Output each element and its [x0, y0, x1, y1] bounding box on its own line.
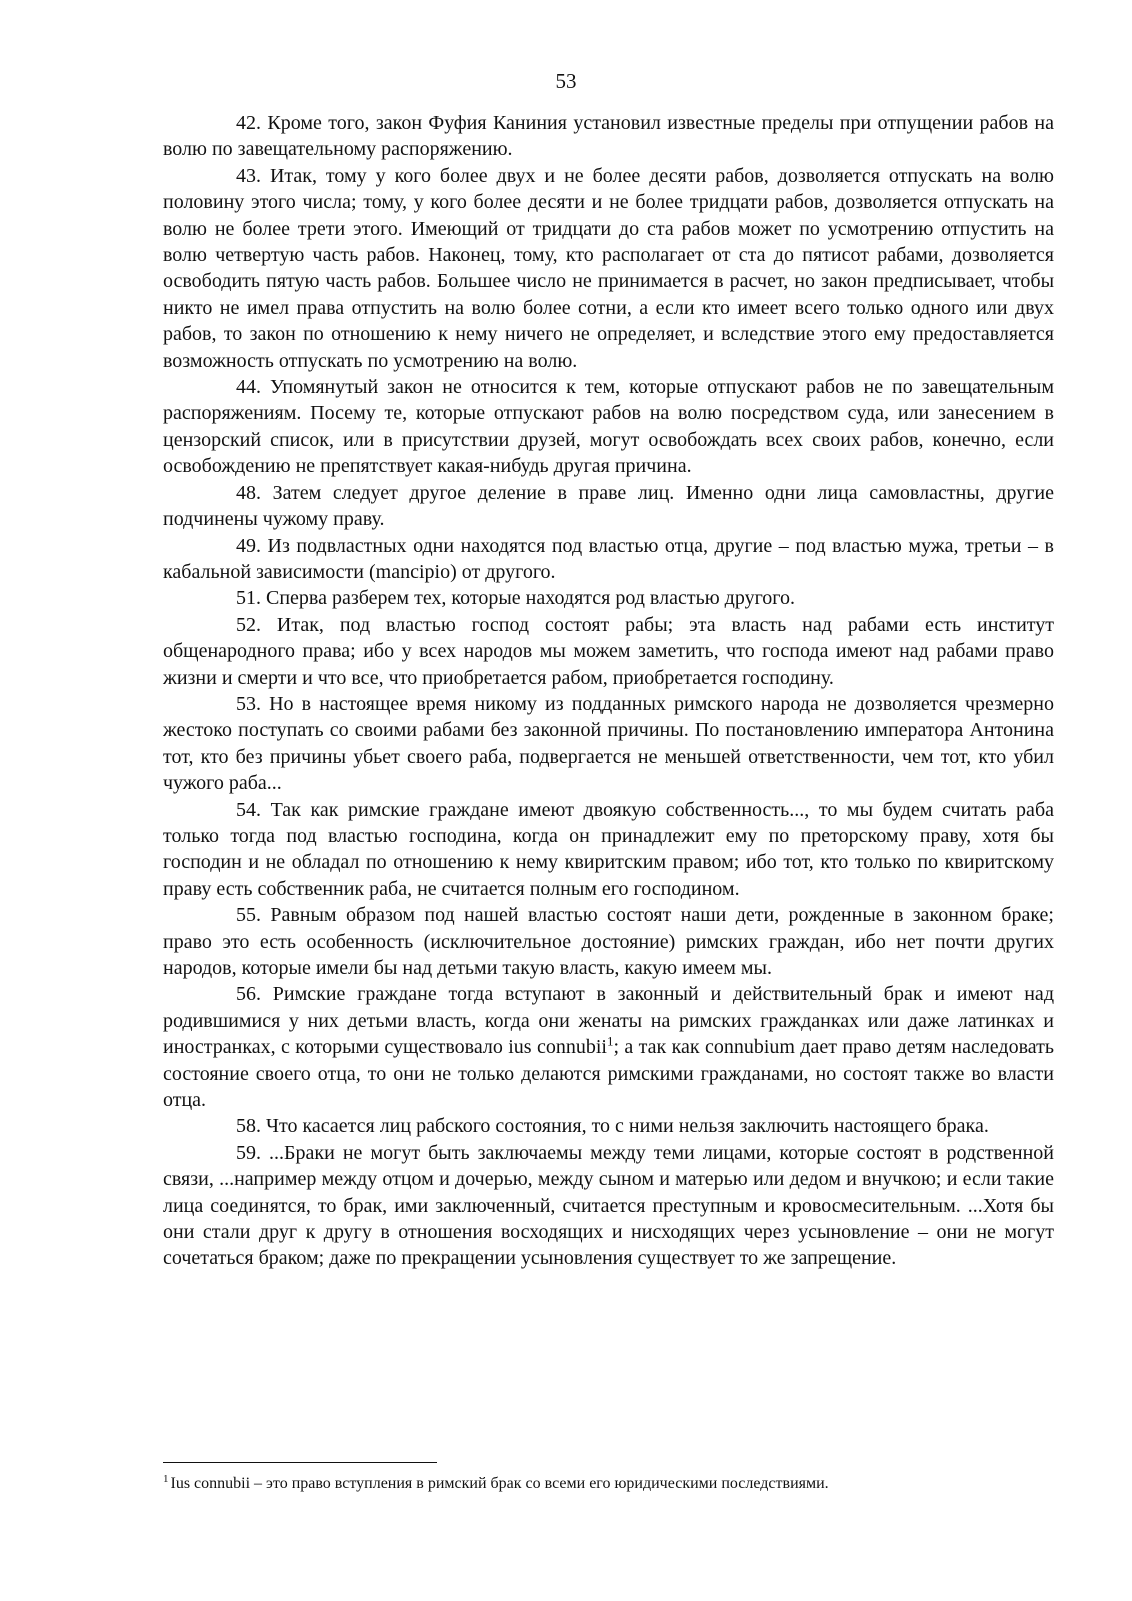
paragraph-44: 44. Упомянутый закон не относится к тем, которые отпускают рабов не по завещательным распоряжениям. Посему те, которые отпускают рабов на волю посредством суда, или занесением в цензорский список, или в присутствии друзей, могут освобождать всех своих рабов, конечно, если освобождению не препятствует какая-нибудь другая причина.	[163, 376, 1054, 478]
footnote-reference[interactable]: 1	[606, 1033, 614, 1049]
paragraph-54: 54. Так как римские граждане имеют двоякую собственность..., то мы будем считать раба только тогда под властью господина, когда он принадлежит ему по преторскому праву, хотя бы господин и не обладал по отношению к нему квиритским правом; ибо тот, кто только по квиритскому праву есть собственник раба, не считается полным его господином.	[163, 798, 1054, 900]
paragraph-53: 53. Но в настоящее время никому из подданных римского народа не дозволяется чрезмерно жестоко поступать со своими рабами без законной причины. По постановлению императора Антонина тот, кто без причины убьет своего раба, подвергается не меньшей ответственности, чем тот, кто убил чужого раба...	[163, 692, 1054, 795]
paragraph-58: 58. Что касается лиц рабского состояния, то с ними нельзя заключить настоящего брака.	[236, 1115, 989, 1138]
paragraph-56	[163, 981, 1054, 1113]
paragraph-43: 43. Итак, тому у кого более двух и не более десяти рабов, дозволяется отпускать на волю половину этого числа; тому, у кого более десяти и не более тридцати рабов, дозволяется отпускать на волю не более трети этого. Имеющий от тридцати до ста рабов может по усмотрению отпустить на волю четвертую часть рабов. Наконец, тому, кто располагает от ста до пятисот рабами, дозволяется освободить пятую часть рабов. Большее число не принимается в расчет, но закон предписывает, чтобы никто не имел права отпустить на волю более сотни, а если кто имеет всего только одного или двух рабов, то закон по отношению к нему ничего не определяет, и вследствие этого ему предоставляется возможность отпускать по усмотрению на волю.	[163, 164, 1054, 372]
paragraph-55: 55. Равным образом под нашей властью состоят наши дети, рожденные в законном браке; право это есть особенность (исключительное достояние) римских граждан, ибо нет почти других народов, которые имели бы над детьми такую власть, какую имеем мы.	[163, 904, 1054, 979]
paragraph-49: 49. Из подвластных одни находятся под властью отца, другие – под властью мужа, третьи – в кабальной зависимости (mancipio) от другого.	[163, 534, 1054, 583]
footnote-divider	[163, 1462, 437, 1463]
paragraph-48: 48. Затем следует другое деление в праве лиц. Именно одни лица самовластны, другие подчинены чужому праву.	[163, 481, 1054, 531]
paragraph-42: 42. Кроме того, закон Фуфия Каниния установил известные пределы при отпущении рабов на волю по завещательному распоряжению.	[163, 112, 1054, 161]
paragraph-56-text-after: ; а так как connubium дает право детям наследовать состояние своего отца, то они не только делаются римскими гражданами, но состоят также во власти отца.	[163, 1036, 1054, 1112]
footnote-mark: 1	[163, 1472, 169, 1485]
body-text	[163, 110, 1054, 1272]
paragraph-51: 51. Сперва разберем тех, которые находятся род властью другого.	[236, 587, 795, 610]
paragraph-59: 59. ...Браки не могут быть заключаемы между теми лицами, которые состоят в родственной связи, ...например между отцом и дочерью, между сыном и матерью или дедом и внучкою; и если такие лица соединятся, то брак, ими заключенный, считается преступным и кровосмесительным. ...Хотя бы они стали друг к другу в отношения восходящих и нисходящих через усыновление – они не могут сочетаться браком; даже по прекращении усыновления существует то же запрещение.	[163, 1141, 1054, 1270]
footnote-text: Ius connubii – это право вступления в римский брак со всеми его юридическими последствиями.	[170, 1475, 829, 1492]
paragraph-52: 52. Итак, под властью господ состоят рабы; эта власть над рабами есть институт общенародного права; ибо у всех народов мы можем заметить, что господа имеют над рабами право жизни и смерти и что все, что приобретается рабом, приобретается господину.	[163, 613, 1054, 689]
page-number: 53	[555, 69, 577, 93]
footnote	[163, 1474, 1054, 1494]
paragraph-56-text-before: 56. Римские граждане тогда вступают в законный и действительный брак и имеют над родившимися у них детьми власть, когда они женаты на римских гражданках или даже латинках и иностранках, с которыми существовало ius connubii	[163, 983, 1054, 1059]
